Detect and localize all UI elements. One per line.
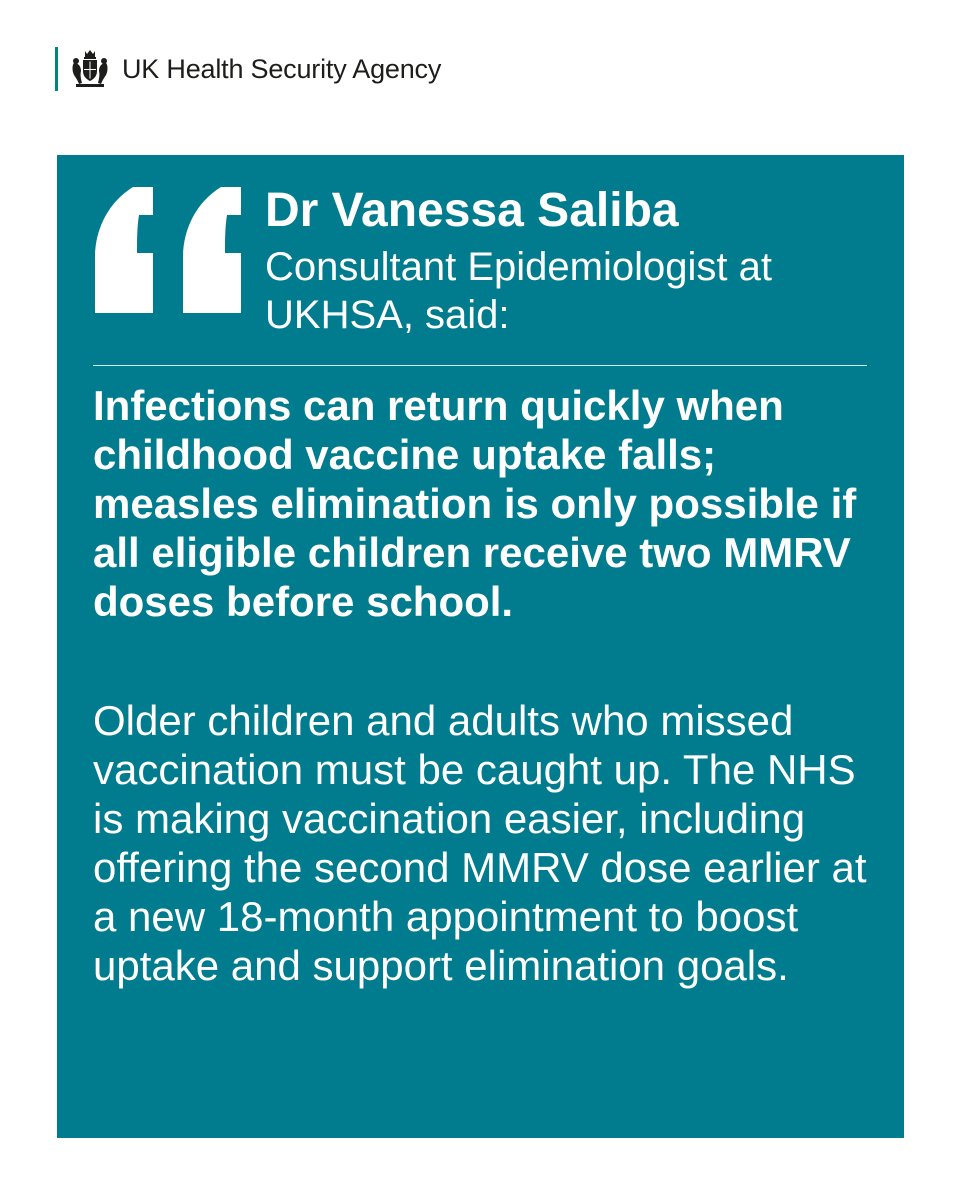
header-accent-bar [55,47,58,91]
open-quote-icon [93,185,243,315]
speaker-block [265,185,875,339]
header [55,47,441,91]
speaker-role: Consultant Epidemiologist at UKHSA, said: [265,245,772,337]
organization-name: UK Health Security Agency [122,53,442,84]
speaker-name: Dr Vanessa Saliba [265,184,679,237]
quote-card [57,155,904,1138]
royal-coat-of-arms-icon [68,47,112,91]
divider [93,365,867,366]
quote-text: Infections can return quickly when childhood vaccine uptake falls; measles elimination is only possible if all eligible children receive two MMRV doses before school. [93,382,857,625]
body-text: Older children and adults who missed vaccination must be caught up. The NHS is making vaccination easier, including offering the second MMRV dose earlier at a new 18-month appointment to boost uptake and support elimination goals. [93,697,867,989]
